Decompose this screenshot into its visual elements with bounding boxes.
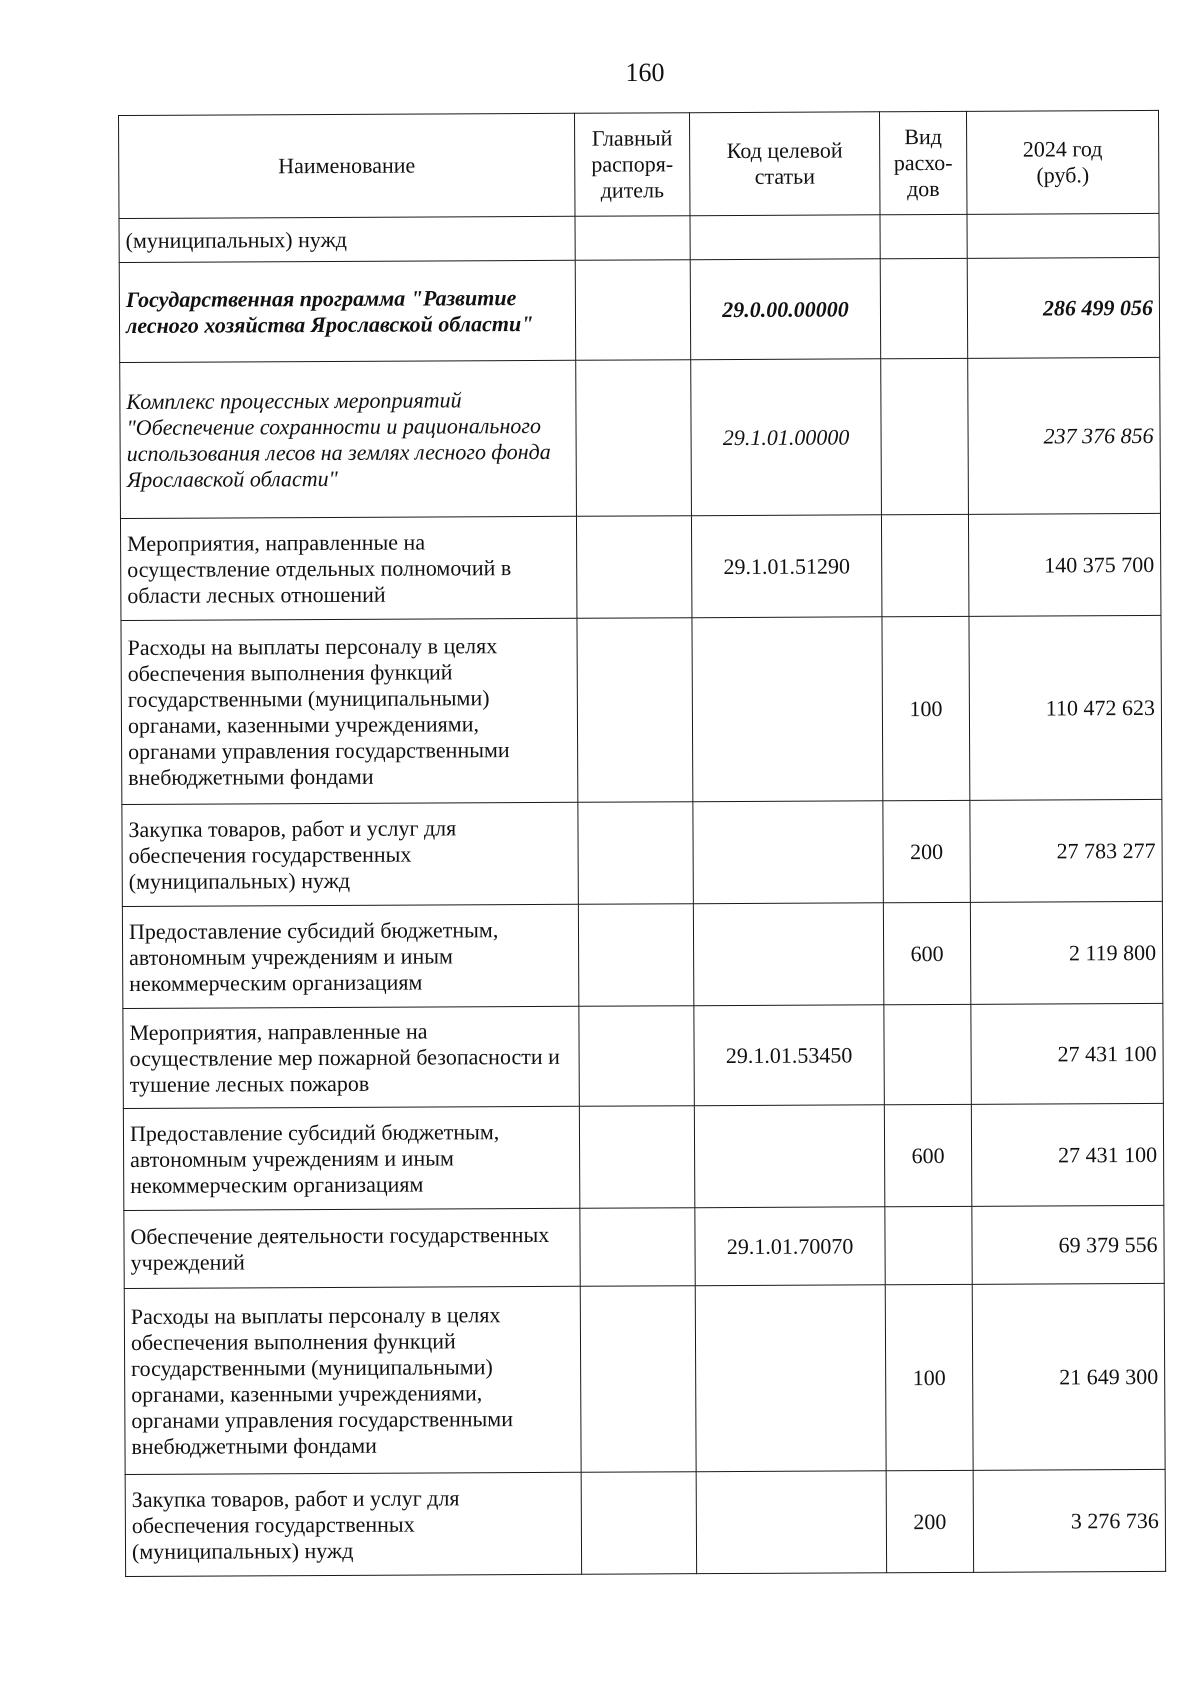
row-amount: 2 119 800 — [970, 901, 1162, 1004]
table-row — [119, 257, 1159, 362]
row-manager — [577, 618, 693, 803]
row-kind: 100 — [885, 1284, 973, 1470]
row-code: 29.1.01.51290 — [691, 515, 881, 618]
row-manager — [575, 216, 690, 261]
row-kind — [880, 258, 967, 358]
row-kind: 200 — [886, 1470, 973, 1572]
table-row — [124, 1205, 1164, 1288]
row-name: Предоставление субсидий бюджетным, автономным учреждениям и иным некоммерческим организациям — [123, 1106, 579, 1210]
table-row — [122, 901, 1162, 1008]
row-code — [693, 801, 883, 904]
row-amount: 27 431 100 — [971, 1003, 1163, 1104]
row-code: 29.1.01.00000 — [691, 359, 882, 516]
row-name: Закупка товаров, работ и услуг для обеспечения государственных (муниципальных) нужд — [125, 1472, 581, 1576]
row-code — [693, 903, 883, 1006]
col-header-kind-text: Вид расхо- дов — [893, 123, 953, 202]
table-row — [123, 1103, 1163, 1210]
row-manager — [580, 1208, 695, 1287]
row-kind: 600 — [883, 902, 970, 1004]
col-header-kind — [879, 111, 967, 214]
row-kind — [881, 514, 968, 616]
row-code: 29.1.01.53450 — [694, 1005, 884, 1106]
row-kind — [885, 1206, 972, 1284]
row-name: Обеспечение деятельности государственных учреждений — [124, 1208, 580, 1288]
row-kind — [880, 214, 967, 258]
row-manager — [578, 802, 693, 905]
row-code — [690, 215, 880, 260]
row-name: Закупка товаров, работ и услуг для обеспечения государственных (муниципальных) нужд — [122, 802, 578, 906]
row-amount: 286 499 056 — [967, 257, 1159, 358]
row-kind: 600 — [884, 1104, 971, 1206]
table-row — [120, 357, 1161, 518]
row-amount: 69 379 556 — [972, 1205, 1164, 1284]
row-name: Государственная программа "Развитие лесного хозяйства Ярославской области" — [119, 260, 575, 362]
row-amount: 27 783 277 — [970, 799, 1162, 902]
table-header-row — [119, 110, 1159, 218]
row-amount: 27 431 100 — [971, 1103, 1163, 1206]
row-manager — [576, 516, 691, 619]
budget-table — [118, 110, 1166, 1577]
row-amount — [967, 213, 1159, 258]
row-name: Мероприятия, направленные на осуществление мер пожарной безопасности и тушение лесных пожаров — [123, 1006, 579, 1108]
table-row — [120, 513, 1160, 620]
col-header-manager — [574, 113, 690, 217]
row-amount: 140 375 700 — [968, 513, 1160, 616]
row-name: Расходы на выплаты персоналу в целях обеспечения выполнения функций государственными (муниципальными) органами, казенными учреждениями, органами управления государственными внебюджетными фондами — [121, 618, 578, 804]
table-row — [124, 1283, 1165, 1474]
table-row — [125, 1469, 1165, 1576]
row-kind: 100 — [882, 616, 970, 800]
row-amount: 3 276 736 — [973, 1469, 1165, 1572]
col-header-year — [966, 110, 1159, 214]
row-name: Предоставление субсидий бюджетным, автономным учреждениям и иным некоммерческим организациям — [122, 904, 578, 1008]
col-header-code — [689, 112, 880, 216]
row-code: 29.0.00.00000 — [690, 259, 880, 360]
row-code — [696, 1471, 886, 1574]
col-header-year-text: 2024 год (руб.) — [1022, 136, 1103, 188]
row-amount: 21 649 300 — [972, 1283, 1165, 1470]
table-row — [123, 1003, 1163, 1108]
row-name: Мероприятия, направленные на осуществление отдельных полномочий в области лесных отношений — [120, 516, 576, 620]
table-row — [121, 615, 1162, 804]
table-row — [122, 799, 1162, 906]
row-code: 29.1.01.70070 — [695, 1207, 885, 1286]
row-kind — [884, 1004, 971, 1104]
table-row — [119, 213, 1159, 262]
row-manager — [579, 1106, 694, 1209]
row-code — [694, 1105, 884, 1208]
row-manager — [581, 1472, 696, 1575]
row-manager — [575, 260, 690, 361]
col-header-name — [119, 113, 575, 218]
row-amount: 237 376 856 — [968, 357, 1161, 514]
row-code — [695, 1285, 886, 1472]
page-number: 160 — [625, 58, 665, 87]
row-name: Комплекс процессных мероприятий "Обеспечение сохранности и рационального использования лесов на землях лесного фонда Ярославской области" — [120, 360, 577, 518]
row-manager — [578, 904, 693, 1007]
row-manager — [576, 360, 692, 517]
row-name: (муниципальных) нужд — [119, 216, 575, 262]
row-code — [692, 617, 883, 802]
col-header-code-text: Код целевой статьи — [726, 137, 843, 189]
row-amount: 110 472 623 — [969, 615, 1162, 800]
row-kind: 200 — [883, 800, 970, 902]
row-manager — [580, 1286, 696, 1473]
row-kind — [881, 358, 969, 514]
col-header-name-text: Наименование — [278, 152, 416, 179]
row-name: Расходы на выплаты персоналу в целях обеспечения выполнения функций государственными (муниципальными) органами, казенными учреждениями, органами управления государственными внебюджетными фондами — [124, 1286, 581, 1474]
row-manager — [579, 1006, 694, 1107]
col-header-manager-text: Главный распоря- дитель — [591, 125, 674, 203]
